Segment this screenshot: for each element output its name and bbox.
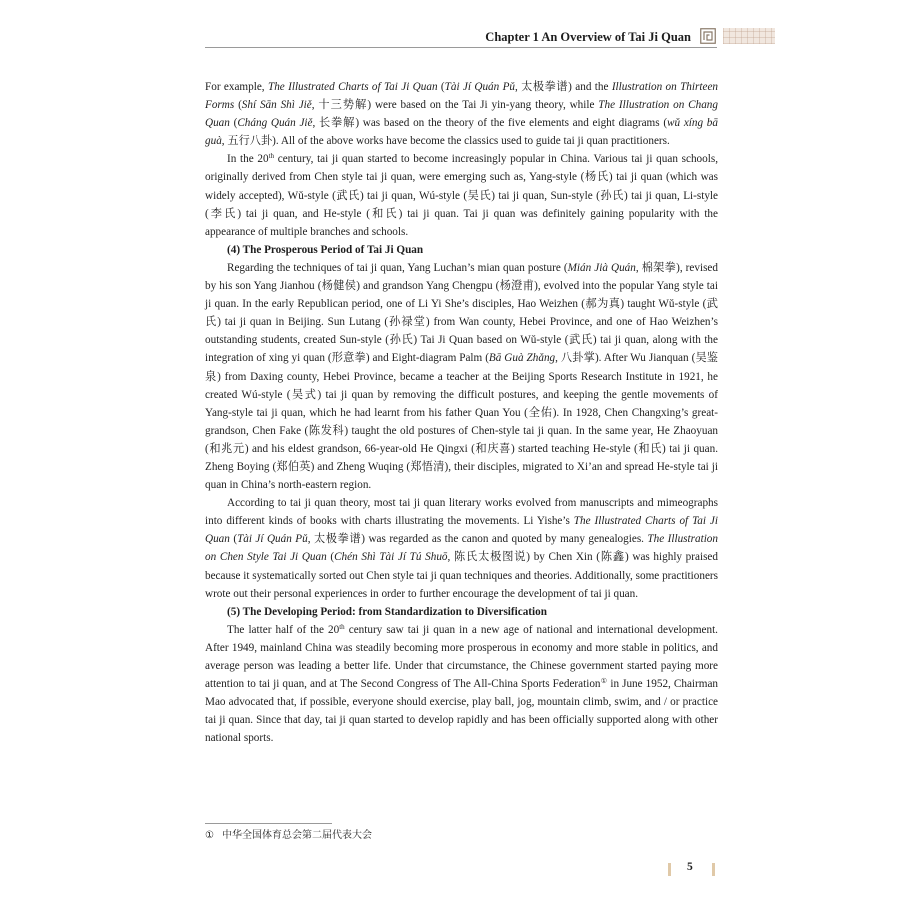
chapter-title: Chapter 1 An Overview of Tai Ji Quan bbox=[485, 30, 691, 44]
footnote-number: ① bbox=[205, 830, 214, 841]
page-number-bar-left bbox=[668, 863, 671, 876]
header-pattern-band bbox=[723, 28, 775, 44]
page-number: 5 bbox=[687, 861, 693, 873]
page-number-block bbox=[668, 860, 718, 880]
paragraph-3: Regarding the techniques of tai ji quan, Yang Luchan’s mian quan posture (Mián Jià Quán, 棉架拳), revised by his son Yang Jianhou (杨健侯) and grandson Yang Chengpu (杨澄甫), evolved into the popular Yang style tai ji quan. In the early Republican period, one of Li Yi She’s disciples, Hao Weizhen (郝为真) taught Wǔ-style (武氏) tai ji quan in Beijing. Sun Lutang (孙禄堂) from Wan county, Hebei Province, and one of Hao Weizhen’s outstanding students, created Sun-style (孙氏) Tai Ji Quan based on Wǔ-style (武氏) tai ji quan, along with the integration of xing yi quan (形意拳) and Eight-diagram Palm (Bā Guà Zhǎng, 八卦掌). After Wu Jianquan (吴鉴泉) from Daxing county, Hebei Province, became a teacher at the Beijing Sports Research Institute in 1921, he created Wú-style (吴式) tai ji quan by removing the difficult postures, and keeping the gentle movements of Yang-style tai ji quan, which he had learnt from his father Quan You (全佑). In 1928, Chen Changxing’s great-grandson, Chen Fake (陈发科) taught the old postures of Chen-style tai ji quan. In the same year, He Zhaoyuan (和兆元) and his eldest grandson, 66-year-old He Qingxi (和庆喜) started teaching He-style (和氏) tai ji quan. Zheng Boying (郑伯英) and Zheng Wuqing (郑悟清), their disciples, migrated to Xi’an and spread He-style tai ji quan in China’s north-eastern region. bbox=[205, 261, 718, 492]
fret-ornament-icon bbox=[700, 28, 716, 44]
page-number-bar-right bbox=[712, 863, 715, 876]
running-header bbox=[205, 26, 775, 56]
paragraph-1: For example, The Illustrated Charts of Tai Ji Quan (Tài Jí Quán Pǔ, 太极拳谱) and the Illustration on Thirteen Forms (Shí Sān Shì Jiě, 十三势解) were based on the Tai Ji yin-yang theory, while The Illustration on Chang Quan (Cháng Quán Jiě, 长拳解) was based on the theory of the five elements and eight diagrams (wǔ xíng bā guà, 五行八卦). All of the above works have become the classics used to guide tai ji quan practitioners. bbox=[205, 81, 719, 148]
footnote bbox=[205, 829, 605, 843]
paragraph-5: The latter half of the 20th century saw tai ji quan in a new age of national and international development. After 1949, mainland China was steadily becoming more prosperous in economy and more stable in politics, and average person was leading a better life. Under that circumstance, the Chinese government started paying more attention to tai ji quan, and at The Second Congress of The All-China Sports Federation① in June 1952, Chairman Mao advocated that, if possible, everyone should exercise, play ball, jog, mountain climb, swim, and / or practice tai ji quan. Since that day, tai ji quan started to develop rapidly and has been officially supported along with other national sports. bbox=[205, 622, 719, 745]
section-heading-4: (4) The Prosperous Period of Tai Ji Quan bbox=[227, 243, 424, 256]
paragraph-2: In the 20th century, tai ji quan started to become increasingly popular in China. Various tai ji quan schools, originally derived from Chen style tai ji quan, were emerging such as, Yang-style (杨氏) tai ji quan (which was widely accepted), Wǔ-style (武氏) tai ji quan, Wú-style (吴氏) tai ji quan, Sun-style (孙氏) tai ji quan, Li-style (李氏) tai ji quan, and He-style (和氏) tai ji quan. Tai ji quan was definitely gaining popularity with the appearance of multiple branches and schools. bbox=[205, 152, 718, 238]
footnote-reference[interactable]: ① bbox=[600, 677, 608, 686]
footnote-text: 中华全国体育总会第二届代表大会 bbox=[221, 830, 372, 841]
header-rule bbox=[205, 47, 717, 48]
body-text bbox=[205, 78, 718, 747]
footnote-rule bbox=[205, 823, 332, 824]
section-heading-5: (5) The Developing Period: from Standardization to Diversification bbox=[227, 605, 547, 618]
paragraph-4: According to tai ji quan theory, most tai ji quan literary works evolved from manuscripts and mimeographs into different kinds of books with charts illustrating the movements. Li Yishe’s The Illustrated Charts of Tai Ji Quan (Tài Jí Quán Pǔ, 太极拳谱) was regarded as the canon and quoted by many genealogies. The Illustration on Chen Style Tai Ji Quan (Chén Shì Tài Jí Tú Shuō, 陈氏太极图说) by Chen Xin (陈鑫) was highly praised because it systematically sorted out Chen style tai ji quan techniques and theories. Additionally, some practitioners wrote out their personal experiences in order to further encourage the development of tai ji quan. bbox=[205, 497, 718, 600]
